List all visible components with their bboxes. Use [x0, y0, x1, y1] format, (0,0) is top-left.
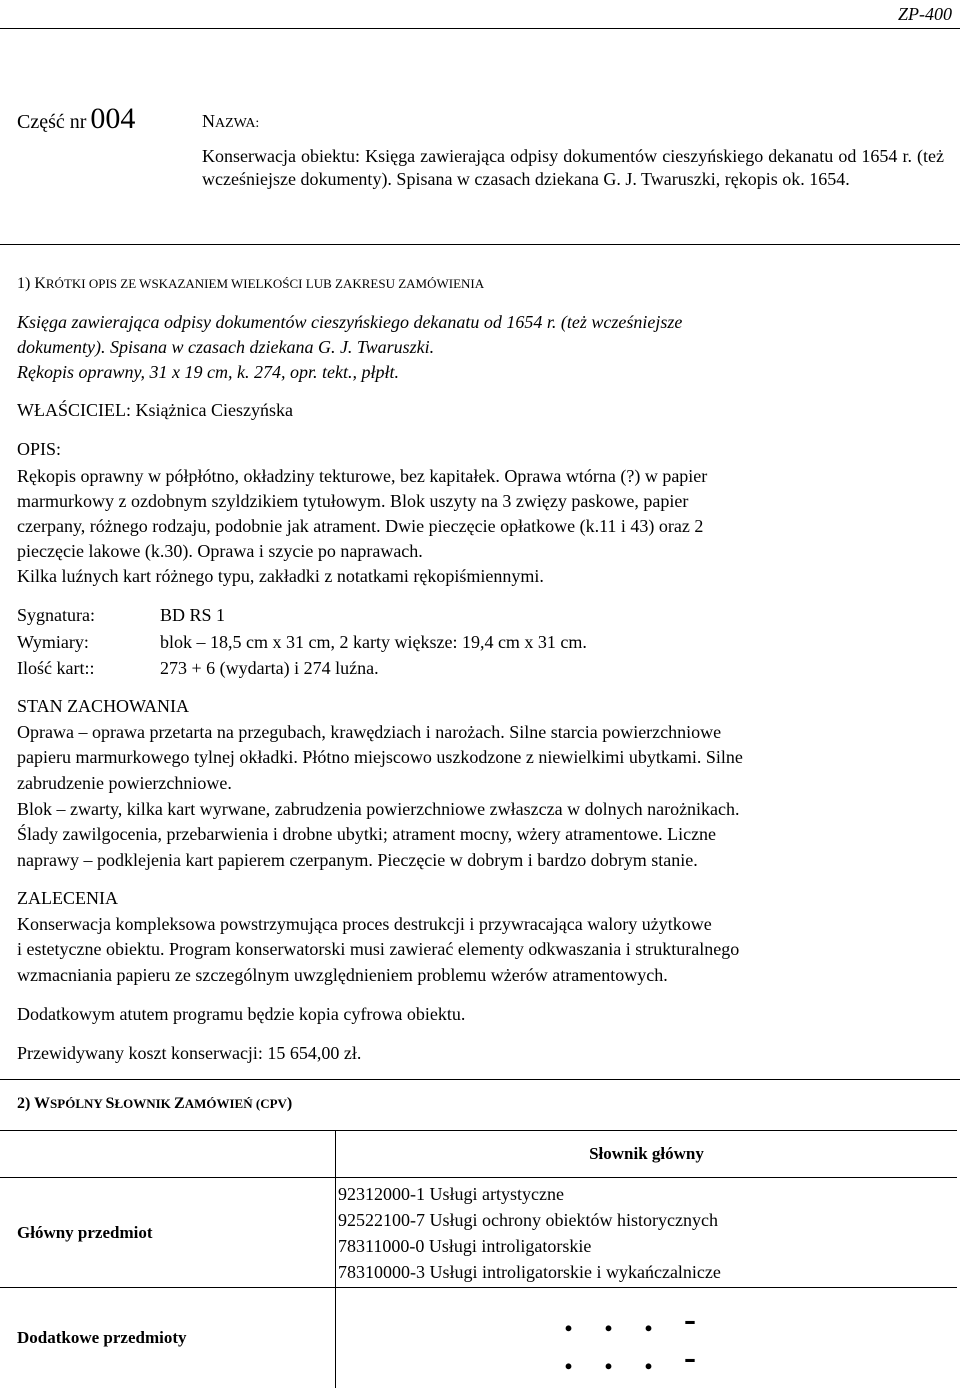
part-number: 004 [90, 102, 136, 135]
s2-h4: Z [174, 1095, 185, 1112]
stan-label: STAN ZACHOWANIA [17, 696, 190, 716]
opis-line: Kilka luźnych kart różnego typu, zakładki z notatkami rękopiśmiennymi. [17, 566, 544, 586]
section1-heading [17, 275, 484, 293]
rule-1 [0, 244, 960, 245]
part-label: Część nr [17, 111, 87, 133]
cpv-empty-corner [0, 1131, 336, 1178]
name-label [202, 111, 259, 132]
s2-h7: ) [286, 1095, 293, 1112]
opis-line: pieczęcie lakowe (k.30). Oprawa i szycie po naprawach. [17, 541, 423, 561]
s2-h3: ŁOWNIK [114, 1096, 175, 1111]
stan-line: Oprawa – oprawa przetarta na przegubach, krawędziach i narożach. Silne starcia powierzchniowe [17, 722, 722, 742]
zal-line: i estetyczne obiektu. Program konserwatorski musi zawierać elementy odkwaszania i strukturalnego [17, 939, 740, 959]
cpv-main-codes [336, 1178, 958, 1288]
zal-line: Konserwacja kompleksowa powstrzymująca proces destrukcji i przywracająca walory użytkowe [17, 914, 712, 934]
detail-label-cards: Ilość kart:: [17, 658, 95, 678]
opis-line: Rękopis oprawny w półpłótno, okładziny tekturowe, bez kapitałek. Oprawa wtórna (?) w papier [17, 466, 708, 486]
stan-line: zabrudzenie powierzchniowe. [17, 773, 232, 793]
section1-h1: RÓTKI OPIS ZE WSKAZANIEM WIELKOŚCI LUB ZAKRESU ZAMÓWIENIA [45, 276, 485, 291]
part-number-block [17, 102, 135, 136]
cpv-extra-row: . . . - [564, 1336, 696, 1377]
section1-num: 1) [17, 275, 35, 292]
opis-line: marmurkowy z ozdobnym szyldzikiem tytułowym. Blok uszyty na 3 zwięzy paskowe, papier [17, 491, 689, 511]
stan-line: papieru marmurkowego tylnej okładki. Płótno miejscowo uszkodzone z niewielkimi ubytkami. Silne [17, 747, 743, 767]
zal-label: ZALECENIA [17, 888, 118, 908]
stan-line: Ślady zawilgocenia, przebarwienia i drobne ubytki; atrament mocny, wżery atramentowe. Liczne [17, 824, 717, 844]
name-label-rest: AZWA: [215, 116, 260, 131]
header-rule [0, 28, 960, 29]
digital-copy-note: Dodatkowym atutem programu będzie kopia cyfrowa obiektu. [17, 1004, 466, 1024]
cpv-code: 78311000-0 Usługi introligatorskie [338, 1235, 592, 1256]
rule-2 [0, 1079, 960, 1080]
cpv-main-label: Główny przedmiot [0, 1178, 336, 1288]
owner-line: WŁAŚCICIEL: Książnica Cieszyńska [17, 400, 293, 420]
italic-line: Księga zawierająca odpisy dokumentów cieszyńskiego dekanatu od 1654 r. (też wcześniejsze [17, 312, 683, 332]
italic-line: Rękopis oprawny, 31 x 19 cm, k. 274, opr. tekt., płpłt. [17, 362, 399, 382]
detail-label-signature: Sygnatura: [17, 605, 95, 625]
s2-h6: CPV [260, 1096, 287, 1111]
cpv-extra-label: Dodatkowe przedmioty [0, 1288, 336, 1388]
cpv-extra-codes [336, 1288, 958, 1388]
s2-h0: 2) W [17, 1095, 51, 1112]
detail-value-dimensions: blok – 18,5 cm x 31 cm, 2 karty większe: 19,4 cm x 31 cm. [160, 632, 587, 652]
s2-h1: SPÓLNY [50, 1096, 106, 1111]
section2-heading [17, 1095, 292, 1113]
cpv-column-header: Słownik główny [336, 1131, 958, 1178]
cpv-code: 92522100-7 Usługi ochrony obiektów historycznych [338, 1209, 718, 1230]
detail-label-dimensions: Wymiary: [17, 632, 89, 652]
section1-h0: K [34, 275, 46, 292]
italic-line: dokumenty). Spisana w czasach dziekana G. J. Twaruszki. [17, 337, 435, 357]
opis-line: czerpany, różnego rodzaju, podobnie jak atrament. Dwie pieczęcie opłatkowe (k.11 i 43) oraz 2 [17, 516, 704, 536]
name-label-first: N [202, 111, 215, 131]
stan-line: naprawy – podklejenia kart papierem czerpanym. Pieczęcie w dobrym i bardzo dobrym stanie. [17, 850, 698, 870]
zal-line: wzmacniania papieru ze szczególnym uwzględnieniem problemu wżerów atramentowych. [17, 965, 668, 985]
opis-label: OPIS: [17, 439, 62, 459]
detail-value-cards: 273 + 6 (wydarta) i 274 luźna. [160, 658, 379, 678]
cpv-table [0, 1130, 957, 1388]
object-name: Konserwacja obiektu: Księga zawierająca odpisy dokumentów cieszyńskiego dekanatu od 1654 r. (też wcześniejsze dokumenty). Spisana w czasach dziekana G. J. Twaruszki, rękopis ok. 1654. [202, 146, 944, 189]
s2-h2: S [105, 1095, 115, 1112]
estimated-cost: Przewidywany koszt konserwacji: 15 654,00 zł. [17, 1043, 362, 1063]
cpv-code: 92312000-1 Usługi artystyczne [338, 1183, 564, 1204]
cpv-code: 78310000-3 Usługi introligatorskie i wykańczalnicze [338, 1261, 721, 1282]
document-code: ZP-400 [898, 4, 952, 24]
cpv-extra-row: . . . - [564, 1298, 696, 1339]
detail-value-signature: BD RS 1 [160, 605, 226, 625]
stan-line: Blok – zwarty, kilka kart wyrwane, zabrudzenia powierzchniowe zwłaszcza w dolnych narożnikach. [17, 799, 740, 819]
s2-h5: AMÓWIEŃ ( [184, 1096, 261, 1111]
